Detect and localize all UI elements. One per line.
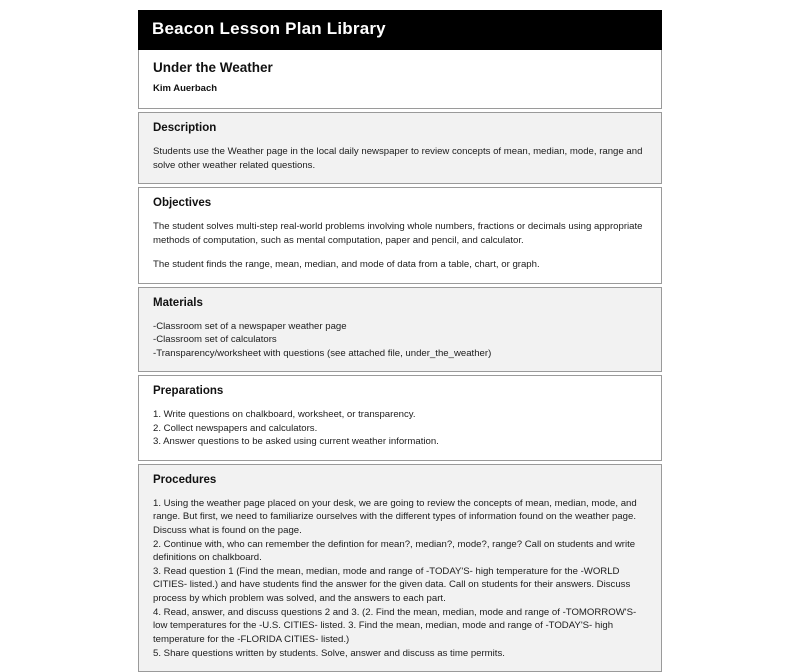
lesson-title: Under the Weather xyxy=(153,59,273,75)
section-materials xyxy=(138,287,662,373)
section-heading-objectives: Objectives xyxy=(153,197,212,210)
procedures-step: 4. Read, answer, and discuss questions 2 and 3. (2. Find the mean, median, mode and range of -TOMORROW'S- low temperatures for the -U.S. CITIES- listed. 3. Find the mean, median, mode and range of -TODAY'S- high temperature for the -FLORIDA CITIES- listed.) xyxy=(153,606,637,645)
site-masthead xyxy=(138,10,662,50)
preparations-item: 1. Write questions on chalkboard, worksheet, or transparency. xyxy=(153,409,416,421)
lesson-plan-document xyxy=(138,10,662,659)
description-body: Students use the Weather page in the local daily newspaper to review concepts of mean, median, mode, range and solve other weather related questions. xyxy=(153,145,643,171)
procedures-step: 3. Read question 1 (Find the mean, median, mode and range of -TODAY'S- high temperature for the -WORLD CITIES- listed.) and have students find the answer for the given data. Call on students for their answers. Discuss process by which problem was solved, and the answers to each part. xyxy=(153,565,631,605)
site-title: Beacon Lesson Plan Library xyxy=(152,19,386,38)
materials-item: -Transparency/worksheet with questions (see attached file, under_the_weather) xyxy=(153,347,492,359)
section-objectives xyxy=(138,187,662,284)
preparations-item: 3. Answer questions to be asked using current weather information. xyxy=(153,436,439,448)
section-heading-description: Description xyxy=(153,122,217,135)
objectives-paragraph-2: The student finds the range, mean, median, and mode of data from a table, chart, or graph. xyxy=(153,259,540,271)
lesson-author: Kim Auerbach xyxy=(153,82,218,94)
procedures-step: 2. Continue with, who can remember the defintion for mean?, median?, mode?, range? Call on students and write definitions on chalkboard. xyxy=(153,538,636,564)
section-heading-procedures: Procedures xyxy=(153,474,217,487)
procedures-step: 1. Using the weather page placed on your desk, we are going to review the concepts of mean, median, mode, and range. But first, we need to familiarize ourselves with the different types of information found on the weather page. Discuss what is found on the page. xyxy=(153,497,637,537)
section-preparations xyxy=(138,375,662,461)
section-heading-materials: Materials xyxy=(153,296,203,309)
preparations-item: 2. Collect newspapers and calculators. xyxy=(153,422,318,434)
lesson-title-block xyxy=(138,50,662,110)
materials-item: -Classroom set of a newspaper weather page xyxy=(153,320,347,332)
materials-item: -Classroom set of calculators xyxy=(153,334,277,346)
objectives-paragraph-1: The student solves multi-step real-world problems involving whole numbers, fractions or decimals using appropriate methods of computation, such as mental computation, paper and pencil, and calculator. xyxy=(153,220,643,246)
section-heading-preparations: Preparations xyxy=(153,385,224,398)
section-procedures xyxy=(138,464,662,672)
section-description xyxy=(138,112,662,184)
procedures-step: 5. Share questions written by students. Solve, answer and discuss as time permits. xyxy=(153,647,505,659)
